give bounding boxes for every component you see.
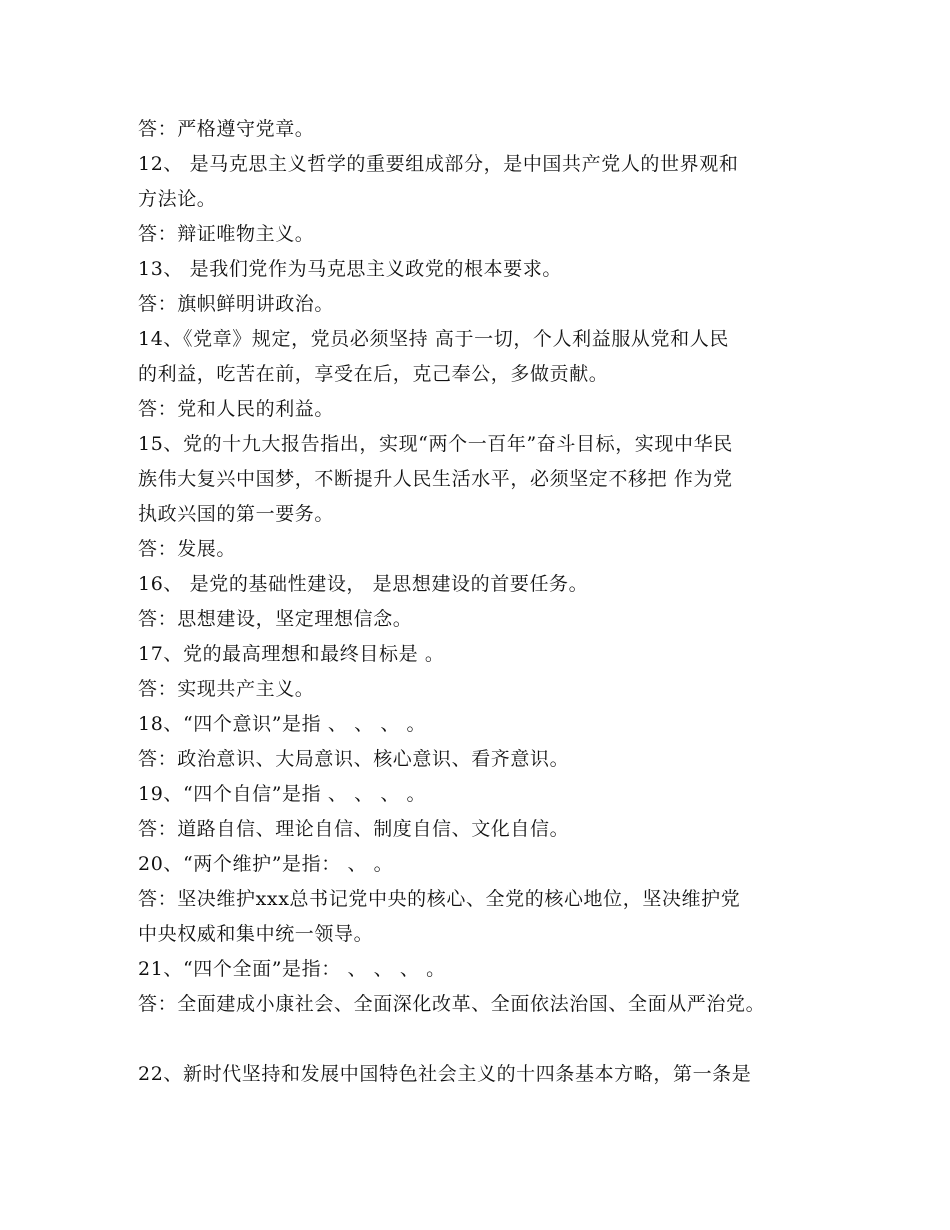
answer-line: 答：严格遵守党章。 (138, 118, 315, 140)
question-line: 执政兴国的第一要务。 (138, 503, 335, 525)
answer-line: 答：辩证唯物主义。 (138, 223, 315, 245)
question-line: 19、“四个自信”是指 、 、 、 。 (138, 783, 427, 805)
answer-line: 答：坚决维护xxx总书记党中央的核心、全党的核心地位，坚决维护党 (138, 888, 741, 910)
question-line: 族伟大复兴中国梦，不断提升人民生活水平，必须坚定不移把 作为党 (138, 468, 733, 490)
question-line: 14、《党章》规定，党员必须坚持 高于一切，个人利益服从党和人民 (138, 328, 729, 350)
document-body (138, 112, 838, 1092)
answer-line: 答：旗帜鲜明讲政治。 (138, 293, 335, 315)
question-line: 的利益，吃苦在前，享受在后，克己奉公，多做贡献。 (138, 363, 609, 385)
question-line: 20、“两个维护”是指： 、 。 (138, 853, 394, 875)
answer-line: 答：道路自信、理论自信、制度自信、文化自信。 (138, 818, 570, 840)
answer-line: 答：发展。 (138, 538, 237, 560)
answer-line: 答：全面建成小康社会、全面深化改革、全面依法治国、全面从严治党。 (138, 993, 766, 1015)
question-line: 15、党的十九大报告指出，实现“两个一百年”奋斗目标，实现中华民 (138, 433, 733, 455)
answer-line: 答：实现共产主义。 (138, 678, 315, 700)
answer-line: 答：思想建设，坚定理想信念。 (138, 608, 413, 630)
question-line: 16、 是党的基础性建设， 是思想建设的首要任务。 (138, 573, 589, 595)
answer-line: 中央权威和集中统一领导。 (138, 923, 374, 945)
answer-line: 答：政治意识、大局意识、核心意识、看齐意识。 (138, 748, 570, 770)
question-line: 方法论。 (138, 188, 217, 210)
question-line: 13、 是我们党作为马克思主义政党的根本要求。 (138, 258, 563, 280)
answer-line: 答：党和人民的利益。 (138, 398, 335, 420)
question-line: 17、党的最高理想和最终目标是 。 (138, 643, 445, 665)
blank-line (138, 1022, 838, 1057)
question-line: 12、 是马克思主义哲学的重要组成部分，是中国共产党人的世界观和 (138, 153, 739, 175)
question-line: 22、新时代坚持和发展中国特色社会主义的十四条基本方略，第一条是 (138, 1063, 752, 1085)
question-line: 18、“四个意识”是指 、 、 、 。 (138, 713, 427, 735)
question-line: 21、“四个全面”是指： 、 、 、 。 (138, 958, 446, 980)
